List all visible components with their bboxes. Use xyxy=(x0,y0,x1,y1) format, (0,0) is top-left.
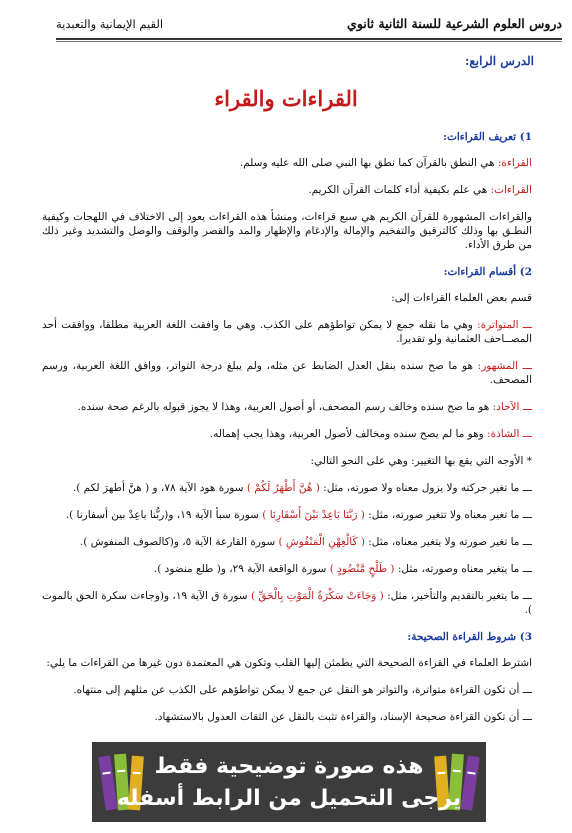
definition-qiraa xyxy=(42,156,532,170)
term-mashhur: ـــ المشهور: xyxy=(477,360,533,372)
term-ahad: ـــ الآحاد: xyxy=(492,401,532,413)
type-mashhur xyxy=(42,359,532,387)
term-qiraa: القراءة: xyxy=(497,157,532,169)
quran-verse: ( وَجَاءَتْ سَكْرَةُ الْمَوْتِ بِالْحَقِّ ) xyxy=(250,590,384,602)
type-text: هو ما صح سنده بنقل العدل الضابط عن مثله، ولم يبلغ درجة التواتر، ووافق اللغة العربية، ورسم المصحف. xyxy=(42,360,532,386)
item-text: سورة ق الآية ١٩، و(وجاءت سكرة الحق بالموت ). xyxy=(42,590,532,616)
item-text: سورة القارعة الآية ٥، و(كالصوف المنفوش ). xyxy=(79,536,279,548)
quran-verse: ( طَلْحٍ مَّنْضُودٍ ) xyxy=(329,563,395,575)
item-text: ـــ ما تغير حركته ولا يزول معناه ولا صورته، مثل: xyxy=(319,482,532,494)
aujuh-item-1 xyxy=(42,481,532,495)
term-shadha: ـــ الشاذة: xyxy=(487,428,532,440)
item-text: سورة هود الآية ٧٨، و ( هنَّ أطهرَ لكم ). xyxy=(72,482,247,494)
definition-text: هي النطق بالقرآن كما نطق بها النبي صلى الله عليه وسلم. xyxy=(239,157,498,169)
intro-paragraph: والقراءات المشهورة للقرآن الكريم هي سبع قراءات، ومنشأ هذه القراءات يعود إلى الاختلاف في اللهجات وكيفية النطـق بها وذلك كالترقيق والتفخيم والإمالة والإدغام والإظهار والمد والقصر والوقف والوصل والتشديد وغير ذلك من طرق الأداء. xyxy=(42,211,532,251)
aujuh-item-2 xyxy=(42,508,532,522)
condition-2: ـــ أن تكون القراءة صحيحة الإسناد، والقراءة تثبت بالنقل عن الثقات العدول بالاستشهاد. xyxy=(154,711,532,723)
header-divider xyxy=(56,38,562,40)
item-text: ـــ ما يتغير بالتقديم والتأخير، مثل: xyxy=(383,590,533,602)
watermark-line-1: هذه صورة توضيحية فقط xyxy=(154,754,424,779)
aujuh-intro: * الأوجه التي يقع بها التغيير: وهي على النحو التالي: xyxy=(310,455,532,467)
aujuh-item-3 xyxy=(42,535,532,549)
header-subtitle: القيم الإيمانية والتعبدية xyxy=(56,17,164,31)
type-text: وهو ما لم يصح سنده ومخالف لأصول العربية، وهذا يجب إهماله. xyxy=(209,428,488,440)
item-text: ـــ ما تغير صورته ولا يتغير معناه، مثل: xyxy=(364,536,532,548)
lesson-label: الدرس الرابع: xyxy=(464,54,534,68)
item-text: سورة سبأ الآية ١٩، و(ربُّنا باعِدْ بين أسفارنا ). xyxy=(65,509,263,521)
term-qiraat: القراءات: xyxy=(490,184,532,196)
header-title: دروس العلوم الشرعية للسنة الثانية ثانوي xyxy=(347,16,562,31)
aujuh-item-4 xyxy=(42,562,532,576)
header-divider-thin xyxy=(56,41,562,42)
section-heading-conditions: 3) شروط القراءة الصحيحة: xyxy=(407,631,532,643)
term-mutawatira: ـــ المتواترة: xyxy=(477,319,532,331)
preview-watermark-banner xyxy=(92,742,486,822)
type-shadha xyxy=(42,427,532,441)
aujuh-item-5 xyxy=(42,589,532,617)
type-text: هو ما صح سنده وخالف رسم المصحف، أو أصول العربية، وهذا لا يجوز قبوله بالرغم صحة سنده. xyxy=(77,401,493,413)
quran-verse: ( هُنَّ أَطْهَرُ لَكُمْ ) xyxy=(246,482,320,494)
quran-verse: ( رَبَّنَا بَاعِدْ بَيْنَ أَسْفَارِنَا ) xyxy=(262,509,365,521)
document-body xyxy=(42,130,532,737)
item-text: سورة الواقعة الآية ٢٩، و( طلع منضود ). xyxy=(153,563,330,575)
condition-1: ـــ أن تكون القراءة متواترة، والتواتر هو النقل عن جمع لا يمكن تواطؤهم على الكذب عن مثلهم إلى منتهاه. xyxy=(73,684,532,696)
definition-qiraat xyxy=(42,183,532,197)
type-ahad xyxy=(42,400,532,414)
type-text: وهي ما نقله جمع لا يمكن تواطؤهم على الكذب. وهي ما وافقت اللغة العربية مطلقا، ووافقت أحد المصــاحف العثمانية ولو تقديرا. xyxy=(42,319,532,345)
section-heading-types: 2) أقسام القراءات: xyxy=(443,266,532,278)
page-header xyxy=(56,16,562,36)
item-text: ـــ ما تغير معناه ولا تتغير صورته، مثل: xyxy=(364,509,532,521)
definition-text: هي علم بكيفية أداء كلمات القرآن الكريم. xyxy=(308,184,491,196)
watermark-line-2: يرجى التحميل من الرابط أسفله xyxy=(116,786,462,811)
page-title: القراءات والقراء xyxy=(214,86,358,111)
quran-verse: ( كَالْعِهْنِ الْمَنْفُوشِ ) xyxy=(278,536,365,548)
section-heading-definitions: 1) تعريف القراءات: xyxy=(443,131,532,143)
type-mutawatira xyxy=(42,318,532,346)
conditions-intro: اشترط العلماء في القراءة الصحيحة التي يطمئن إليها القلب وتكون هي المعتمدة دون غيرها من القراءات ما يلي: xyxy=(46,657,532,669)
types-intro: قسم بعض العلماء القراءات إلى: xyxy=(391,292,532,304)
item-text: ـــ ما يتغير معناه وصورته، مثل: xyxy=(394,563,532,575)
